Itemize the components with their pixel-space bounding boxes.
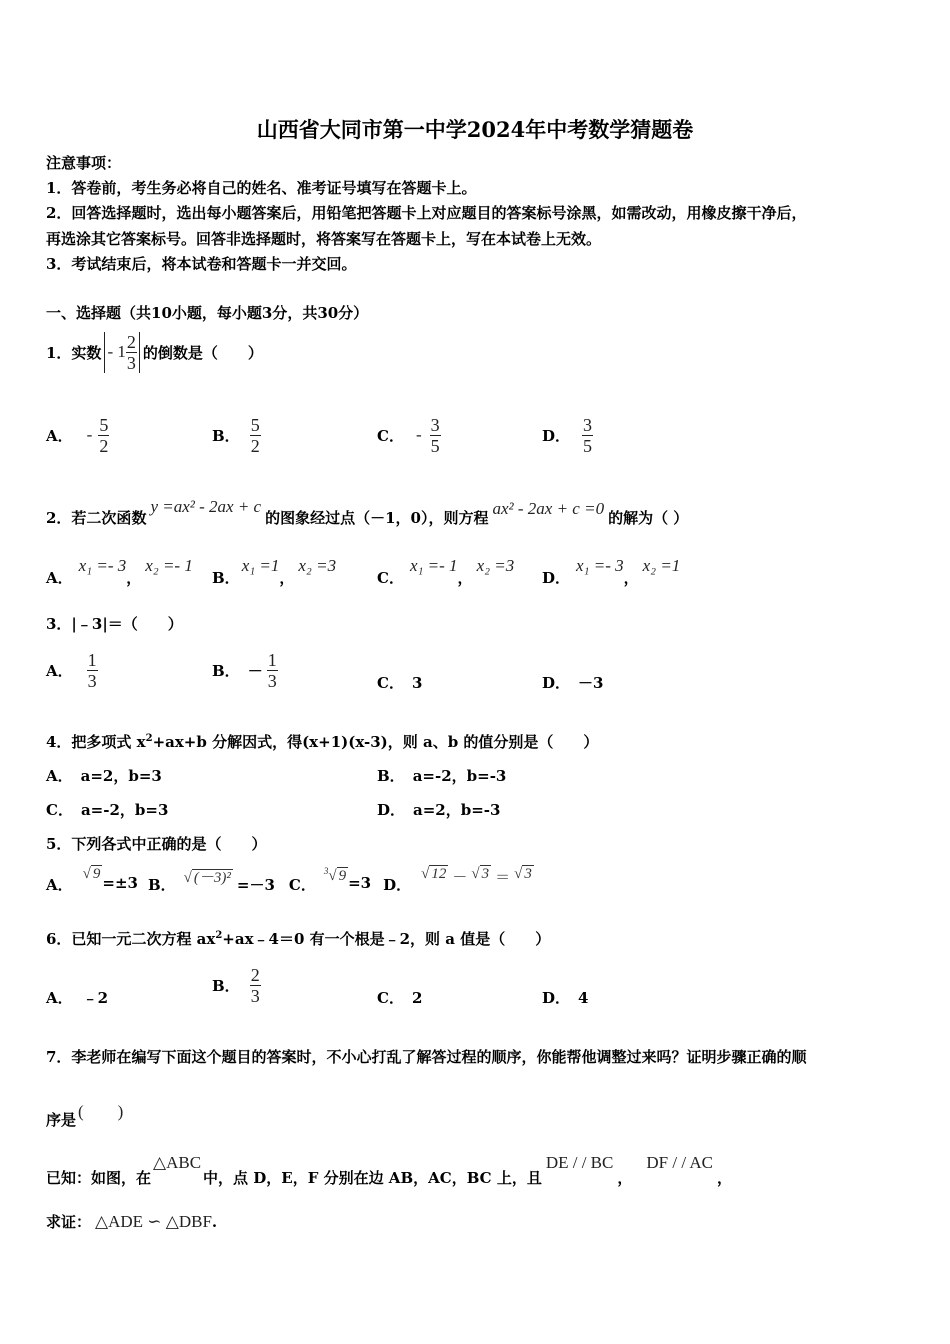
q1-suffix: 的倒数是（ ） [142,343,263,362]
question-6: 6．已知一元二次方程 $ax^2+ax﹣4=0$ 有一个根是﹣2，则 a 值是（ ） [46,930,551,948]
notice-item-2: 2．回答选择题时，选出每小题答案后，用铅笔把答题卡上对应题目的答案标号涂黑，如需改动，用橡皮擦干净后， [46,204,807,222]
question-5: 5．下列各式中正确的是（ ） [46,835,267,853]
q1-prefix: 1．实数 [46,343,102,362]
q2-option-b: B． x₁ =1 ， x₂ =3 [212,556,337,587]
q5-option-c-label: C． [288,876,316,894]
answer-blank: ( ) [78,1102,124,1121]
q5-option-d-label: D． [383,876,412,894]
triangle-abc: △ABC [153,1153,202,1172]
q5-options: A． √ 9 =±3 B． √ (－3)² =－3 C． $^3$√ 9 =3 D． √ 12 － √ 3 ＝ √ 3 [46,866,532,894]
q5-option-b-tail: =－3 [236,876,275,894]
q1-option-b: B． $\frac{5}{2}$ [212,414,260,456]
q5-option-a-tail: =±3 [102,874,138,892]
notice-item-3: 3．考试结束后，将本试卷和答题卡一并交回。 [46,255,357,273]
q1-option-a: A． - $\frac{5}{2}$ [46,414,109,456]
q5-option-b-label: B． [147,876,176,894]
q1-option-d: D． $\frac{3}{5}$ [542,414,593,456]
q5-option-d-radical: √ 12 [421,866,447,882]
similar-triangles: △ADE ∽ △DBF [95,1211,212,1231]
q2-function: y =ax² - 2ax + c [150,497,262,516]
q5-option-a-radical: √ 9 [82,866,101,882]
q5-option-c-tail: =3 [348,874,372,892]
notice-item-2-cont: 再选涂其它答案标号。回答非选择题时，将答案写在答题卡上，写在本试卷上无效。 [46,230,602,248]
q1-option-c: C． - $\frac{3}{5}$ [377,414,440,456]
notice-item-1: 1．答卷前，考生务必将自己的姓名、准考证号填写在答题卡上。 [46,179,477,197]
q5-option-a-label: A． [46,876,73,894]
question-3: 3．|﹣3|＝（ ） [46,615,183,633]
q7-given: 已知：如图，在 △ABC 中，点 D，E，F 分别在边 AB，AC，BC 上，且 DE / / BC ， DF / / AC ， [46,1153,733,1187]
q3-option-a: A． $\frac{1}{3}$ [46,649,97,691]
q4-option-c: C． a=-2，b=3 [46,801,169,819]
q2-option-d: D． x₁ =- 3 ， x₂ =1 [542,556,681,587]
q3-option-b: B． － $\frac{1}{3}$ [212,649,277,691]
q4-option-d: D． a=2，b=-3 [377,801,501,819]
q1-expr-fraction: $\frac{2}{3}$ [126,331,136,373]
question-7-line-2: 序是 ( ) [46,1097,123,1130]
q2-option-a: A． x₁ =- 3 ， x₂ =- 1 [46,556,193,587]
section-heading: 一、选择题（共10小题，每小题3分，共30分） [46,304,369,322]
q5-option-b-radical: √ (－3)² [183,870,231,886]
page-title: 山西省大同市第一中学2024年中考数学猜题卷 [256,117,694,142]
q4-option-b: B． a=-2，b=-3 [377,767,507,785]
question-7: 7．李老师在编写下面这个题目的答案时，不小心打乱了解答过程的顺序，你能帮他调整过来吗？证明步骤正确的顺 [46,1048,807,1066]
q2-option-c: C． x₁ =- 1 ， x₂ =3 [377,556,515,587]
q4-option-a: A． a=2，b=3 [46,767,162,785]
q5-option-c-radical: $^3$√ 9 [323,866,347,884]
q1-expr-sign: - 1 [107,342,126,361]
parallel-de-bc: DE / / BC [545,1153,614,1172]
parallel-df-ac: DF / / AC [646,1153,713,1172]
q6-option-c: C． 2 [377,989,423,1007]
q6-option-d: D． 4 [542,989,589,1007]
q3-option-c: C． 3 [377,674,423,692]
q2-equation: ax² - 2ax + c =0 [492,499,605,518]
q3-option-d: D． －3 [542,674,604,692]
q6-option-a: A． ﹣2 [46,989,109,1007]
q6-option-b: B． $\frac{2}{3}$ [212,964,260,1006]
question-2: 2．若二次函数 y =ax² - 2ax + c 的图象经过点（－1，0），则方程 ax² - 2ax + c =0 的解为（ ） [46,497,689,527]
notice-heading: 注意事项： [46,154,122,172]
q7-prove: 求证： △ADE ∽ △DBF . [46,1211,218,1231]
question-1 [46,330,263,374]
question-4: 4．把多项式 $x^2+ax+b$ 分解因式，得(x+1)(x-3)，则 a、b 的值分别是（ ） [46,733,599,751]
